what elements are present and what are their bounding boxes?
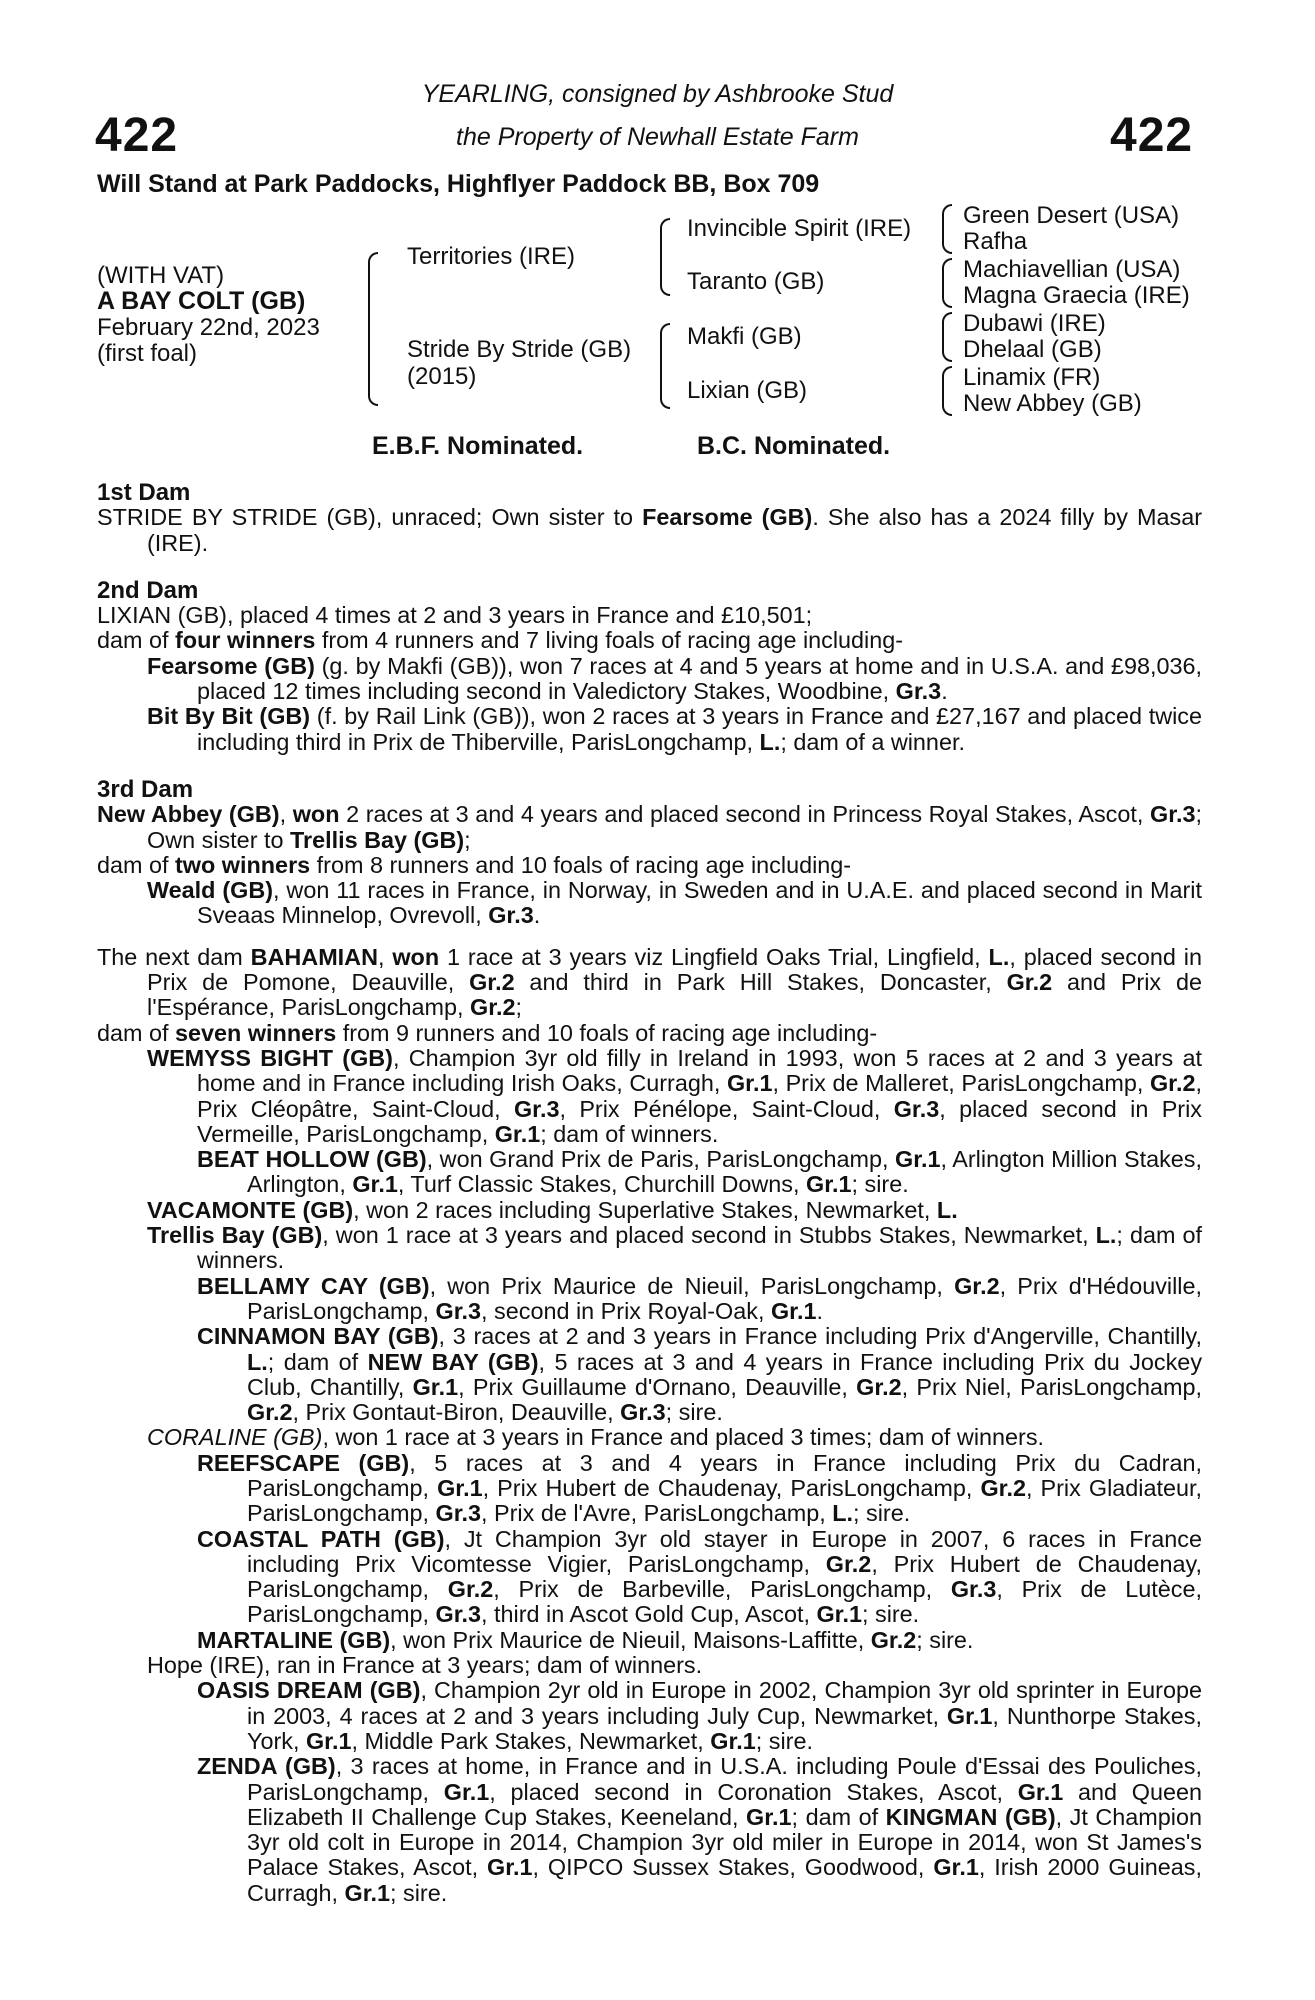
- sire-sire: Invincible Spirit (IRE): [687, 215, 912, 242]
- vat-label: (WITH VAT): [97, 262, 225, 289]
- next-dam-line: The next dam BAHAMIAN, won 1 race at 3 years viz Lingfield Oaks Trial, Lingfield, L., placed second in Prix de Pomone, Deauville, Gr.2 and third in Park Hill Stakes, Doncaster, Gr.2 and Prix de l'Espérance, ParisLongchamp, Gr.2;: [97, 943, 1203, 1021]
- second-dam-line: LIXIAN (GB), placed 4 times at 2 and 3 years in France and £10,501;: [97, 602, 813, 629]
- produce-entry-martaline: MARTALINE (GB), won Prix Maurice de Nieuil, Maisons-Laffitte, Gr.2; sire.: [197, 1626, 974, 1653]
- dam-dam: Lixian (GB): [687, 377, 808, 404]
- second-dam-heading: 2nd Dam: [97, 576, 199, 604]
- first-dam-text: STRIDE BY STRIDE (GB), unraced; Own sister to Fearsome (GB). She also has a 2024 filly by Masar (IRE).: [97, 504, 1202, 556]
- horse-name: A BAY COLT (GB): [97, 287, 306, 315]
- bc-nomination: B.C. Nominated.: [697, 432, 891, 460]
- ancestor-dubawi: Dubawi (IRE): [963, 310, 1106, 337]
- catalogue-body: [97, 480, 1202, 1906]
- produce-entry-bellamy-cay: BELLAMY CAY (GB), won Prix Maurice de Nieuil, ParisLongchamp, Gr.2, Prix d'Hédouville, ParisLongchamp, Gr.3, second in Prix Royal-Oak, Gr.1.: [197, 1272, 1202, 1324]
- ancestor-green-desert: Green Desert (USA): [963, 202, 1180, 229]
- produce-entry-vacamonte: VACAMONTE (GB), won 2 races including Superlative Stakes, Newmarket, L.: [147, 1196, 958, 1223]
- ancestor-machiavellian: Machiavellian (USA): [963, 256, 1181, 283]
- produce-entry-hope: Hope (IRE), ran in France at 3 years; dam of winners.: [147, 1652, 703, 1679]
- produce-entry-zenda: ZENDA (GB), 3 races at home, in France and in U.S.A. including Poule d'Essai des Pouliches, ParisLongchamp, Gr.1, placed second in Coronation Stakes, Ascot, Gr.1 and Queen Elizabeth II Challenge Cup Stakes, Keeneland, Gr.1; dam of KINGMAN (GB), Jt Champion 3yr old colt in Europe in 2014, Champion 3yr old miler in Europe in 2014, won St James's Palace Stakes, Ascot, Gr.1, QIPCO Sussex Stakes, Goodwood, Gr.1, Irish 2000 Guineas, Curragh, Gr.1; sire.: [197, 1753, 1202, 1906]
- next-dam-produce-summary: dam of seven winners from 9 runners and 10 foals of racing age including-: [97, 1019, 878, 1046]
- sire-dam: Taranto (GB): [687, 268, 825, 295]
- ancestor-rafha: Rafha: [963, 228, 1028, 255]
- ancestor-linamix: Linamix (FR): [963, 364, 1101, 391]
- dam-name: Stride By Stride (GB): [407, 336, 632, 363]
- foaling-date: February 22nd, 2023: [97, 314, 320, 341]
- produce-entry-trellis-bay: Trellis Bay (GB), won 1 race at 3 years and placed second in Stubbs Stakes, Newmarket, L.; dam of winners.: [147, 1222, 1202, 1274]
- pedigree-brace-gg2: [942, 258, 952, 308]
- dam-sire: Makfi (GB): [687, 323, 802, 350]
- dam-year: (2015): [407, 363, 477, 390]
- lot-number-left: 422: [95, 109, 179, 162]
- stand-location: Will Stand at Park Paddocks, Highflyer Paddock BB, Box 709: [97, 170, 820, 198]
- third-dam-heading: 3rd Dam: [97, 775, 194, 803]
- pedigree-brace-gg1: [942, 204, 952, 254]
- pedigree-brace-main: [368, 252, 378, 406]
- ancestor-new-abbey: New Abbey (GB): [963, 390, 1142, 417]
- ancestor-magna-graecia: Magna Graecia (IRE): [963, 282, 1190, 309]
- produce-entry-weald: Weald (GB), won 11 races in France, in Norway, in Sweden and in U.A.E. and placed second in Marit Sveaas Minnelop, Ovrevoll, Gr.3.: [147, 877, 1202, 929]
- first-dam-heading: 1st Dam: [97, 479, 191, 506]
- pedigree-brace-dam: [660, 323, 670, 409]
- produce-entry-beat-hollow: BEAT HOLLOW (GB), won Grand Prix de Paris, ParisLongchamp, Gr.1, Arlington Million Stakes, Arlington, Gr.1, Turf Classic Stakes, Churchill Downs, Gr.1; sire.: [197, 1146, 1202, 1198]
- lot-number-right: 422: [1110, 109, 1194, 162]
- third-dam-line: New Abbey (GB), won 2 races at 3 and 4 years and placed second in Princess Royal Stakes, Ascot, Gr.3; Own sister to Trellis Bay (GB);: [97, 801, 1203, 853]
- produce-entry-oasis-dream: OASIS DREAM (GB), Champion 2yr old in Europe in 2002, Champion 3yr old sprinter in Europe in 2003, 4 races at 2 and 3 years including July Cup, Newmarket, Gr.1, Nunthorpe Stakes, York, Gr.1, Middle Park Stakes, Newmarket, Gr.1; sire.: [197, 1677, 1202, 1754]
- ebf-nomination: E.B.F. Nominated.: [372, 432, 584, 460]
- produce-entry-reefscape: REEFSCAPE (GB), 5 races at 3 and 4 years in France including Prix du Cadran, ParisLongchamp, Gr.1, Prix Hubert de Chaudenay, ParisLongchamp, Gr.2, Prix Gladiateur, ParisLongchamp, Gr.3, Prix de l'Avre, ParisLongchamp, L.; sire.: [197, 1449, 1203, 1527]
- ancestor-dhelaal: Dhelaal (GB): [963, 336, 1102, 363]
- produce-entry-bit-by-bit: Bit By Bit (GB) (f. by Rail Link (GB)), won 2 races at 3 years in France and £27,167 and placed twice including third in Prix de Thiberville, ParisLongchamp, L.; dam of a winner.: [147, 703, 1202, 755]
- sire-name: Territories (IRE): [407, 243, 576, 270]
- produce-entry-cinnamon-bay: CINNAMON BAY (GB), 3 races at 2 and 3 years in France including Prix d'Angerville, Chantilly, L.; dam of NEW BAY (GB), 5 races at 3 and 4 years in France including Prix du Jockey Club, Chantilly, Gr.1, Prix Guillaume d'Ornano, Deauville, Gr.2, Prix Niel, ParisLongchamp, Gr.2, Prix Gontaut-Biron, Deauville, Gr.3; sire.: [197, 1323, 1203, 1426]
- pedigree-brace-sire: [660, 218, 670, 296]
- pedigree-brace-gg3: [942, 312, 952, 362]
- produce-entry-wemyss-bight: WEMYSS BIGHT (GB), Champion 3yr old filly in Ireland in 1993, won 5 races at 2 and 3 years at home and in France including Irish Oaks, Curragh, Gr.1, Prix de Malleret, ParisLongchamp, Gr.2, Prix Cléopâtre, Saint-Cloud, Gr.3, Prix Pénélope, Saint-Cloud, Gr.3, placed second in Prix Vermeille, ParisLongchamp, Gr.1; dam of winners.: [147, 1044, 1203, 1147]
- second-dam-produce-summary: dam of four winners from 4 runners and 7 living foals of racing age including-: [97, 627, 904, 654]
- produce-entry-coastal-path: COASTAL PATH (GB), Jt Champion 3yr old stayer in Europe in 2007, 6 races in France including Prix Vicomtesse Vigier, ParisLongchamp, Gr.2, Prix Hubert de Chaudenay, ParisLongchamp, Gr.2, Prix de Barbeville, ParisLongchamp, Gr.3, Prix de Lutèce, ParisLongchamp, Gr.3, third in Ascot Gold Cup, Ascot, Gr.1; sire.: [197, 1525, 1203, 1628]
- produce-entry-fearsome: Fearsome (GB) (g. by Makfi (GB)), won 7 races at 4 and 5 years at home and in U.S.A. and £98,036, placed 12 times including second in Valedictory Stakes, Woodbine, Gr.3.: [147, 652, 1202, 705]
- consignment-line: YEARLING, consigned by Ashbrooke Stud: [421, 80, 894, 108]
- property-line: the Property of Newhall Estate Farm: [456, 123, 859, 151]
- foal-note: (first foal): [97, 340, 198, 367]
- pedigree-brace-gg4: [942, 366, 952, 416]
- third-dam-produce-summary: dam of two winners from 8 runners and 10 foals of racing age including-: [97, 851, 852, 878]
- produce-entry-coraline: CORALINE (GB), won 1 race at 3 years in France and placed 3 times; dam of winners.: [147, 1424, 1045, 1451]
